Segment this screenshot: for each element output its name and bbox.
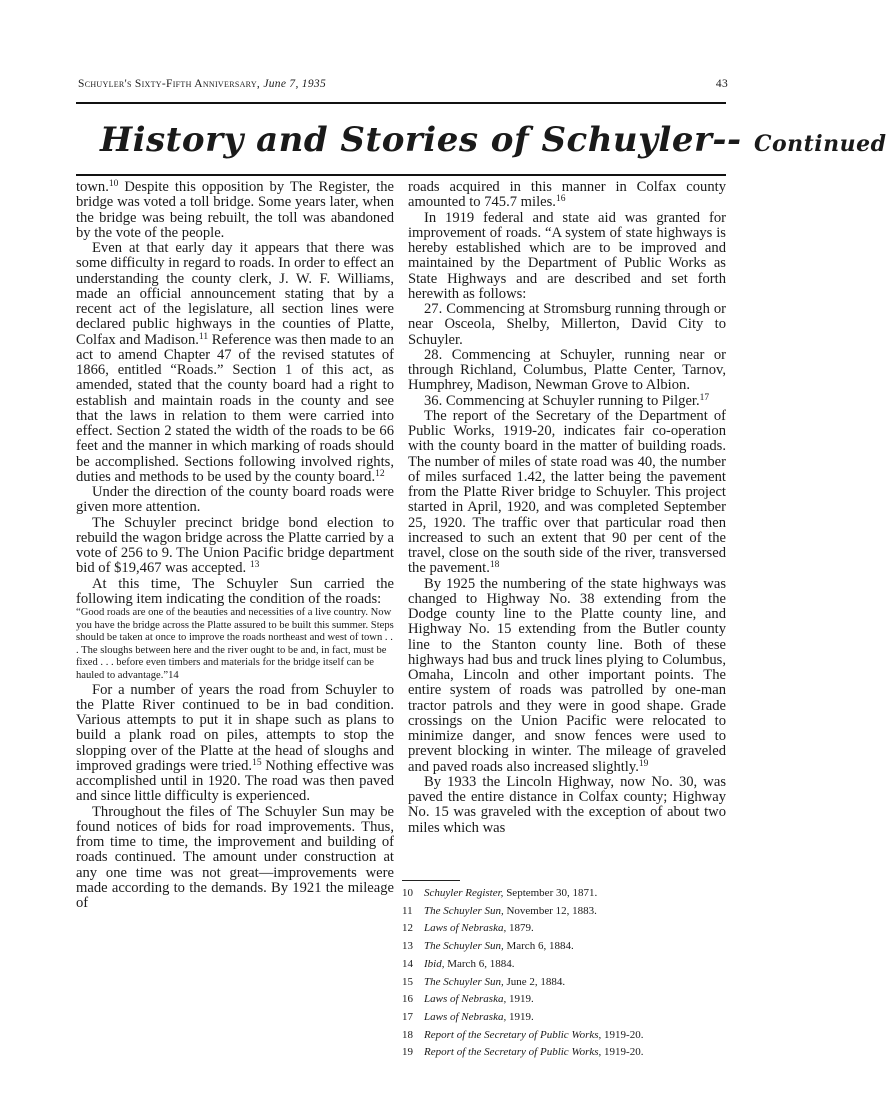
footnote-detail: 1919. [506,993,534,1006]
footnote [402,1009,732,1027]
paragraph [76,516,394,577]
block-quote: “Good roads are one of the beauties and necessities of a live country. Now you have the bridge across the Platte assured to be built this summer. Steps should be taken at once to improve the roads northeast and west of town . . . The sloughs between here and the river ought to be and, in fact, must be fixed . . . before even timbers and materials for the bridge itself can be hauled to advantage.”14 [76,607,394,681]
paragraph [408,394,726,409]
footnote-number: 16 [402,993,413,1006]
footnote-ref: 13 [249,560,260,571]
paragraph [408,180,726,211]
paragraph: Under the direction of the county board roads were given more attention. [76,484,394,516]
footnote-source: Report of the Secretary of Public Works, [424,1028,602,1041]
footnote-number: 12 [402,922,413,935]
header-rule [76,102,726,104]
footnote-detail: 1879. [506,922,534,935]
footnote-ref: 15 [252,757,262,768]
footnote-number: 10 [402,887,413,899]
running-title [78,78,326,90]
footnote-number: 19 [402,1046,413,1059]
footnote [402,903,732,921]
footnote-ref: 12 [375,468,385,479]
footnote-number: 17 [402,1010,413,1023]
right-column [408,180,726,836]
paragraph-text: 36. Commencing at Schuyler running to Pilger. [424,392,700,409]
paragraph-text: Nothing effective was accomplished until in 1920. The road was then paved and since little difficulty is experienced. [76,757,394,805]
footnote [402,991,732,1009]
paragraph: 28. Commencing at Schuyler, running near or through Richland, Columbus, Platte Center, Tarnov, Humphrey, Madison, Newman Grove to Albion. [408,346,726,394]
footnote-source: Laws of Nebraska, [424,1010,507,1023]
footnote-detail: June 2, 1884. [503,975,566,988]
paragraph [76,241,394,485]
footnote-detail: 1919-20. [601,1028,644,1041]
banner-title: History and Stories of Schuyler [100,120,713,160]
footnote-detail: November 12, 1883. [503,904,597,917]
footnote [402,1027,732,1045]
footnote-source: Laws of Nebraska, [424,922,507,935]
paragraph-text: The report of the Secretary of the Department of Public Works, 1919-20, indicates fair co-operation with the county board in the matter of building roads. The number of miles of state road was 40, the number of miles surfaced 1.42, the latter being the pavement from the Platte River bridge to Schuyler. This project started in April, 1920, and was completed September 25, 1920. The traffic over that particular road then increased to such an extent that 90 per cent of the travel, close on the south side of the river, transversed the pavement. [408,407,726,577]
footnote-number: 11 [402,904,413,917]
paragraph: 27. Commencing at Stromsburg running through or near Osceola, Shelby, Millerton, David City to Schuyler. [408,301,726,348]
page-number: 43 [715,78,728,90]
footnote-number: 13 [402,940,413,953]
footnote-source: Schuyler Register, [424,887,504,899]
footnote-ref: 19 [638,758,649,769]
paragraph-text: The Schuyler precinct bridge bond election to rebuild the wagon bridge across the Platte carried by a vote of 256 to 9. The Union Pacific bridge department bid of $19,467 was accepted. [76,514,394,577]
paragraph-text: For a number of years the road from Schuyler to the Platte River continued to be in bad condition. Various attempts to put it in shape such as plans to build a plank road on piles, attempts to stop the slopping over of the Platte at the head of sloughs and improved gradings were tried. [76,681,394,774]
paragraph: In 1919 federal and state aid was granted for improvement of roads. “A system of state highways is hereby established which are to be improved and maintained by the Department of Public Works as State Highways and are described and set forth herewith as follows: [408,209,726,302]
running-title-text: Schuyler's Sixty-Fifth Anniversary, [78,78,261,90]
footnote-detail: March 6, 1884. [444,957,515,970]
running-header [78,78,728,98]
footnote-source: Ibid, [424,957,445,970]
footnote-source: Laws of Nebraska, [424,993,507,1006]
paragraph [76,180,394,241]
paragraph-text: town. [76,179,109,195]
footnote-ref: 10 [108,179,119,189]
section-banner [100,112,887,168]
footnote [402,956,732,974]
footnote [402,974,732,992]
footnote [402,885,732,903]
footnote-source: The Schuyler Sun, [424,904,504,917]
footnote-detail: 1919. [506,1010,534,1023]
footnote-detail: 1919-20. [601,1046,644,1059]
footnote-number: 14 [402,957,413,970]
footnote-source: Report of the Secretary of Public Works, [424,1046,602,1059]
footnote-source: The Schuyler Sun, [424,940,504,953]
footnote-ref: 11 [198,331,209,342]
footnote-ref: 18 [489,560,500,571]
left-column [76,180,394,911]
footnote-ref: 17 [699,392,710,403]
paragraph-text: Despite this opposition by The Register, the bridge was voted a toll bridge. Some years later, when the bridge was being rebuilt, the toll was abandoned by the vote of the people. [76,179,394,241]
paragraph: Throughout the files of The Schuyler Sun may be found notices of bids for road improvements. Thus, from time to time, the improvement and building of roads continued. The amount under construction at any one time was not great—improvements were made according to the demands. By 1921 the mileage of [76,803,394,912]
paragraph [408,577,726,775]
footnote-number: 15 [402,975,413,988]
footnote-source: The Schuyler Sun, [424,975,504,988]
banner-continued: Continued [753,131,887,157]
banner-dashes: -- [712,120,742,160]
footnote [402,938,732,956]
paragraph [76,683,394,805]
footnote-detail: March 6, 1884. [503,940,574,953]
paragraph-text: roads acquired in this manner in Colfax county amounted to 745.7 miles. [408,179,726,211]
footnote [402,1044,732,1062]
paragraph-text: By 1925 the numbering of the state highways was changed to Highway No. 38 extending from the Dodge county line to the Platte county line, and Highway No. 15 extending from the Butler county line to the Stanton county line. Both of these highways had bus and truck lines plying to Columbus, Omaha, Lincoln and other important points. The entire system of roads was patrolled by one-man tractor patrols and they were in good shape. Grade crossings on the Union Pacific were relocated to minimize danger, and snow fences were used to prevent blocking in winter. The mileage of graveled and paved roads also increased slightly. [408,575,726,775]
footnote-number: 18 [402,1028,413,1041]
paragraph [408,409,726,577]
footnote-ref: 16 [555,194,566,205]
paragraph: By 1933 the Lincoln Highway, now No. 30, was paved the entire distance in Colfax county; Highway No. 15 was graveled with the exception of about two miles which was [408,773,726,836]
banner-rule [76,174,726,176]
footnote-rule [402,880,460,881]
footnote-detail: September 30, 1871. [503,887,598,899]
running-date: June 7, 1935 [263,78,326,90]
paragraph: At this time, The Schuyler Sun carried the following item indicating the condition of the roads: [76,575,394,607]
paragraph-text: Reference was then made to an act to amend Chapter 47 of the revised statutes of 1866, entitled “Roads.” Section 1 of this act, as amended, stated that the county board had a right to establish and maintain roads in the county and see that the laws in relation to them were carried into effect. Section 2 stated the width of the roads to be 66 feet and the manner in which marking of roads should be accomplished. Sections following involved rights, duties and methods to be used by the county board. [76,331,394,485]
paragraph-text: Even at that early day it appears that there was some difficulty in regard to roads. In order to effect an understanding the county clerk, J. W. F. Williams, made an official announcement stating that by a recent act of the legislature, all section lines were declared public highways in the counties of Platte, Colfax and Madison. [76,240,394,348]
footnote [402,920,732,938]
footnotes [402,880,732,1062]
